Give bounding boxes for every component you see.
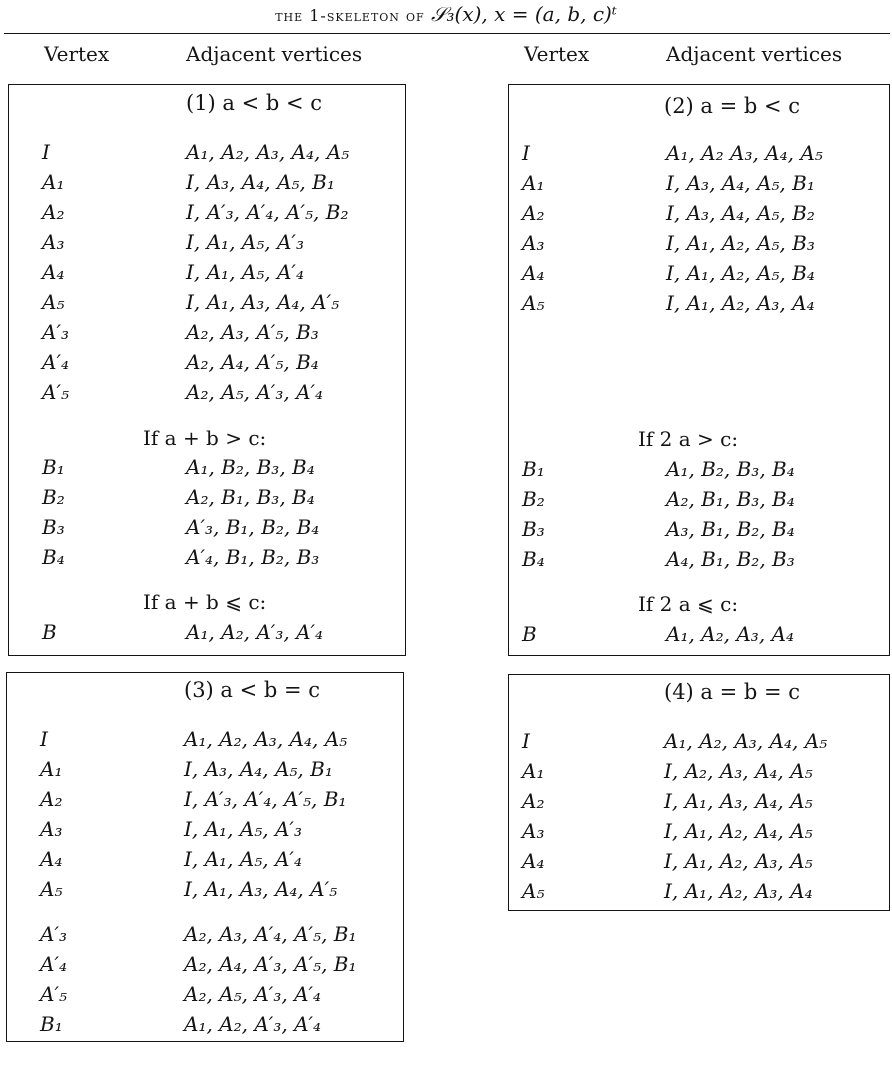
adjacent-vertices: I, A₁, A₅, A′₃ (184, 817, 302, 841)
vertex-label: A₃ (40, 817, 63, 841)
header-rule (4, 33, 890, 34)
vertex-label: I (42, 140, 50, 164)
adjacent-vertices: I, A₃, A₄, A₅, B₁ (666, 171, 815, 195)
adjacent-vertices: A₂, A₃, A′₄, A′₅, B₁ (184, 922, 357, 946)
vertex-label: B₂ (42, 485, 65, 509)
vertex-label: I (522, 729, 530, 753)
adjacent-vertices: A₁, A₂, A₃, A₄ (666, 622, 794, 646)
vertex-row (42, 320, 416, 346)
condition-label: If a + b ⩽ c: (143, 590, 267, 614)
vertex-row (40, 787, 414, 813)
vertex-label: A′₄ (42, 350, 70, 374)
vertex-row (42, 545, 416, 571)
adjacent-vertices: A₂, A₅, A′₃, A′₄ (186, 380, 324, 404)
vertex-row (522, 819, 892, 845)
vertex-row (522, 231, 892, 257)
vertex-label: A₁ (522, 759, 545, 783)
vertex-label: B (522, 622, 537, 646)
vertex-label: B₃ (522, 517, 545, 541)
vertex-label: A′₅ (42, 380, 70, 404)
vertex-row (40, 1012, 414, 1038)
vertex-row (522, 141, 892, 167)
vertex-row (42, 230, 416, 256)
vertex-row (522, 622, 892, 648)
col-header-adjacent-left: Adjacent vertices (186, 42, 363, 66)
vertex-row (42, 290, 416, 316)
vertex-label: A₄ (40, 847, 63, 871)
vertex-label: A′₄ (40, 952, 68, 976)
vertex-label: A′₅ (40, 982, 68, 1006)
vertex-label: A₃ (522, 231, 545, 255)
vertex-label: A₄ (42, 260, 65, 284)
vertex-row (40, 847, 414, 873)
vertex-label: B₁ (40, 1012, 63, 1036)
panel-title: (2) a = b < c (664, 94, 801, 118)
vertex-row (522, 171, 892, 197)
vertex-label: B₄ (42, 545, 65, 569)
vertex-label: A₁ (42, 170, 65, 194)
table-title (0, 2, 892, 26)
adjacent-vertices: I, A₁, A₂, A₄, A₅ (664, 819, 813, 843)
vertex-label: A₂ (40, 787, 63, 811)
vertex-row (522, 517, 892, 543)
vertex-label: B₂ (522, 487, 545, 511)
adjacent-vertices: I, A₁, A₂, A₅, B₃ (666, 231, 815, 255)
vertex-label: A₅ (42, 290, 65, 314)
adjacent-vertices: A₂, B₁, B₃, B₄ (186, 485, 315, 509)
vertex-row (42, 620, 416, 646)
col-header-adjacent-right: Adjacent vertices (666, 42, 843, 66)
vertex-row (42, 455, 416, 481)
adjacent-vertices: I, A₁, A₃, A₄, A₅ (664, 789, 813, 813)
adjacent-vertices: A₂, A₄, A′₅, B₄ (186, 350, 319, 374)
vertex-row (522, 261, 892, 287)
adjacent-vertices: I, A₁, A₅, A′₃ (186, 230, 304, 254)
vertex-label: B₁ (42, 455, 65, 479)
vertex-row (42, 515, 416, 541)
adjacent-vertices: A₃, B₁, B₂, B₄ (666, 517, 795, 541)
vertex-label: A′₃ (42, 320, 70, 344)
vertex-row (42, 200, 416, 226)
vertex-label: A₅ (522, 879, 545, 903)
condition-label: If a + b > c: (143, 426, 267, 450)
condition-label: If 2 a ⩽ c: (638, 592, 739, 616)
vertex-row (522, 729, 892, 755)
adjacent-vertices: A₂, A₄, A′₃, A′₅, B₁ (184, 952, 357, 976)
vertex-row (42, 140, 416, 166)
vertex-label: A′₃ (40, 922, 68, 946)
vertex-row (522, 879, 892, 905)
vertex-label: A₂ (42, 200, 65, 224)
vertex-row (40, 952, 414, 978)
vertex-label: A₄ (522, 849, 545, 873)
vertex-label: B₃ (42, 515, 65, 539)
adjacent-vertices: I, A′₃, A′₄, A′₅, B₂ (186, 200, 349, 224)
vertex-label: A₃ (42, 230, 65, 254)
adjacent-vertices: A′₃, B₁, B₂, B₄ (186, 515, 320, 539)
vertex-row (42, 380, 416, 406)
panel-title: (4) a = b = c (664, 680, 801, 704)
adjacent-vertices: A₁, A₂, A₃, A₄, A₅ (184, 727, 348, 751)
vertex-row (522, 789, 892, 815)
vertex-row (522, 759, 892, 785)
vertex-row (40, 757, 414, 783)
panel-title: (3) a < b = c (184, 678, 321, 702)
adjacent-vertices: I, A₂, A₃, A₄, A₅ (664, 759, 813, 783)
title-math: 𝒮₃(x), x = (a, b, c)ᵗ (431, 2, 617, 26)
adjacent-vertices: A₁, A₂, A′₃, A′₄ (184, 1012, 322, 1036)
vertex-row (522, 457, 892, 483)
vertex-label: A₅ (40, 877, 63, 901)
adjacent-vertices: A₂, A₅, A′₃, A′₄ (184, 982, 322, 1006)
vertex-row (40, 817, 414, 843)
vertex-label: A₁ (40, 757, 63, 781)
adjacent-vertices: A₁, A₂, A₃, A₄, A₅ (186, 140, 350, 164)
vertex-label: B₁ (522, 457, 545, 481)
col-header-vertex-right: Vertex (524, 42, 590, 66)
col-header-vertex-left: Vertex (44, 42, 110, 66)
adjacent-vertices: I, A₁, A₃, A₄, A′₅ (184, 877, 338, 901)
vertex-label: A₂ (522, 201, 545, 225)
vertex-label: A₃ (522, 819, 545, 843)
panel-title: (1) a < b < c (186, 91, 323, 115)
vertex-row (42, 170, 416, 196)
vertex-label: I (40, 727, 48, 751)
vertex-row (40, 727, 414, 753)
condition-label: If 2 a > c: (638, 427, 739, 451)
adjacent-vertices: I, A₁, A₅, A′₄ (186, 260, 304, 284)
vertex-row (42, 485, 416, 511)
adjacent-vertices: A′₄, B₁, B₂, B₃ (186, 545, 320, 569)
vertex-row (522, 487, 892, 513)
vertex-row (40, 982, 414, 1008)
adjacent-vertices: A₁, A₂ A₃, A₄, A₅ (666, 141, 823, 165)
adjacent-vertices: I, A₁, A₂, A₅, B₄ (666, 261, 815, 285)
vertex-row (522, 849, 892, 875)
vertex-label: A₂ (522, 789, 545, 813)
adjacent-vertices: A₁, A₂, A₃, A₄, A₅ (664, 729, 828, 753)
vertex-row (40, 877, 414, 903)
vertex-row (42, 350, 416, 376)
adjacent-vertices: A₁, A₂, A′₃, A′₄ (186, 620, 324, 644)
adjacent-vertices: I, A₃, A₄, A₅, B₁ (186, 170, 335, 194)
vertex-row (522, 547, 892, 573)
vertex-label: I (522, 141, 530, 165)
adjacent-vertices: I, A₁, A₂, A₃, A₅ (664, 849, 813, 873)
adjacent-vertices: A₁, B₂, B₃, B₄ (186, 455, 315, 479)
adjacent-vertices: I, A₁, A₅, A′₄ (184, 847, 302, 871)
vertex-row (522, 291, 892, 317)
adjacent-vertices: I, A₃, A₄, A₅, B₂ (666, 201, 815, 225)
title-caps: the 1-skeleton of (275, 6, 425, 25)
adjacent-vertices: A₄, B₁, B₂, B₃ (666, 547, 795, 571)
adjacent-vertices: I, A′₃, A′₄, A′₅, B₁ (184, 787, 347, 811)
vertex-label: A₄ (522, 261, 545, 285)
vertex-label: A₁ (522, 171, 545, 195)
adjacent-vertices: I, A₃, A₄, A₅, B₁ (184, 757, 333, 781)
adjacent-vertices: I, A₁, A₃, A₄, A′₅ (186, 290, 340, 314)
adjacent-vertices: I, A₁, A₂, A₃, A₄ (666, 291, 815, 315)
adjacent-vertices: A₁, B₂, B₃, B₄ (666, 457, 795, 481)
adjacent-vertices: A₂, B₁, B₃, B₄ (666, 487, 795, 511)
vertex-label: B₄ (522, 547, 545, 571)
adjacent-vertices: A₂, A₃, A′₅, B₃ (186, 320, 319, 344)
adjacent-vertices: I, A₁, A₂, A₃, A₄ (664, 879, 813, 903)
vertex-row (42, 260, 416, 286)
vertex-label: A₅ (522, 291, 545, 315)
vertex-row (522, 201, 892, 227)
vertex-label: B (42, 620, 57, 644)
vertex-row (40, 922, 414, 948)
